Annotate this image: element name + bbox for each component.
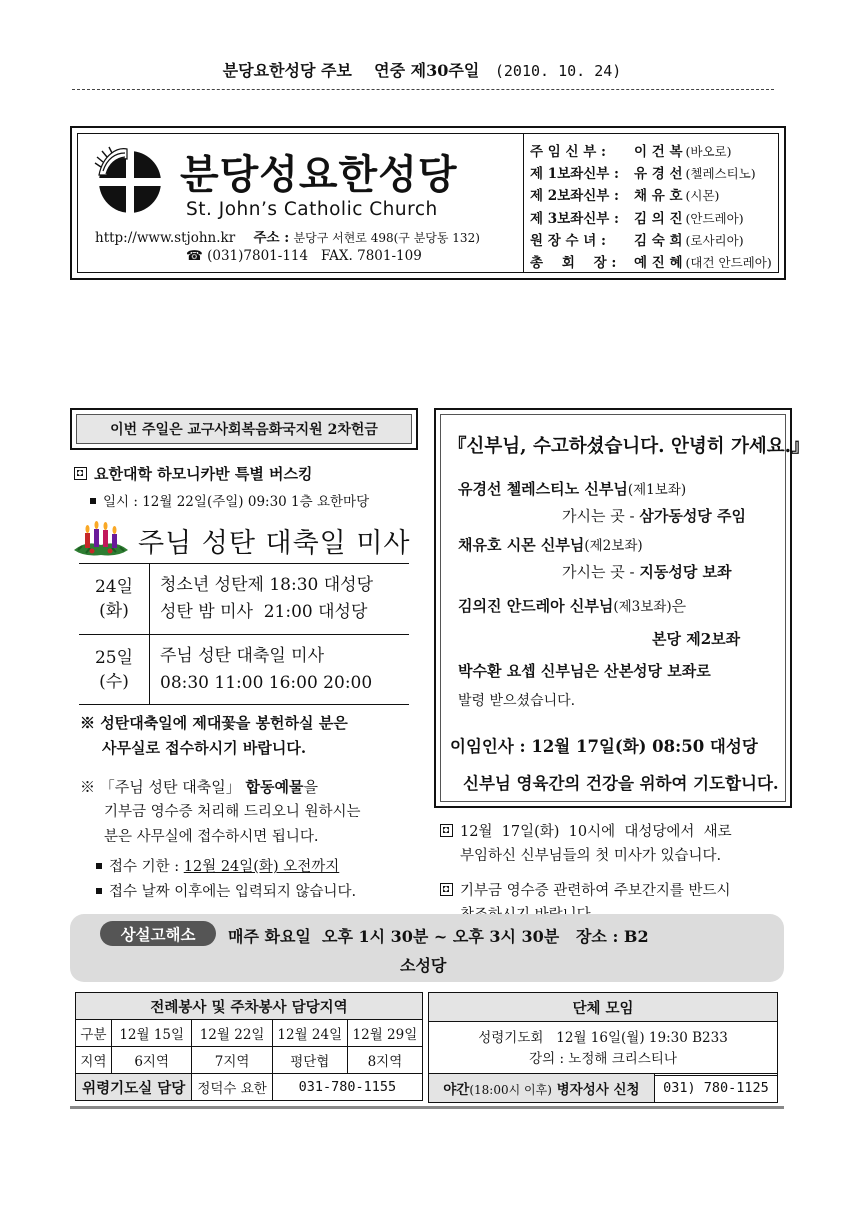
group-meeting-table — [428, 992, 778, 1076]
address-value: 분당구 서현로 498(구 분당동 132) — [293, 231, 480, 245]
advent-candle-wreath-icon — [72, 520, 130, 558]
farewell-mass-time: 이임인사 : 12월 17일(화) 08:50 대성당 — [450, 737, 758, 756]
priest-transfer-1: 유경선 첼레스티노 신부님(제1보좌) — [458, 480, 687, 498]
square-bullet-icon — [440, 883, 453, 896]
priest-transfer-4: 박수환 요셉 신부님은 산본성당 보좌로 — [458, 662, 711, 680]
bulletin-title: 분당요한성당 주보 연중 제30주일 — [222, 61, 480, 80]
website-link[interactable]: http://www.stjohn.kr — [95, 230, 236, 246]
confession-badge: 상설고해소 — [100, 921, 216, 946]
schedule-day: 25일 (수) — [79, 635, 150, 705]
clergy-row: 원 장 수 녀 : 김 숙 희 (로사리아) — [530, 232, 744, 249]
website-address-line — [95, 226, 480, 246]
farewell-title: 『신부님, 수고하셨습니다. 안녕히 가세요.』 — [448, 436, 810, 457]
bulletin-date: (2010. 10. 24) — [494, 62, 622, 80]
square-bullet-icon — [74, 467, 87, 480]
concert-detail — [90, 490, 369, 510]
offering-notice: 이번 주일은 교구사회복음화국지원 2차헌금 — [76, 414, 412, 444]
concert-detail-text: 일시 : 12월 22일(주일) 09:30 1층 요한마당 — [103, 494, 370, 510]
christmas-mass-schedule — [79, 563, 409, 705]
farewell-prayer: 신부님 영육간의 건강을 위하여 기도합니다. — [463, 774, 779, 793]
phone-fax-line: ☎ (031)7801-114 FAX. 7801-109 — [186, 248, 422, 264]
service-date-row: 구분 12월 15일 12월 22일 12월 24일 12월 29일 — [76, 1020, 423, 1047]
header-rule — [72, 89, 774, 90]
christmas-mass-title: 주님 성탄 대축일 미사 — [138, 528, 411, 559]
clergy-row: 제 2보좌신부 : 채 유 호 (시몬) — [530, 188, 720, 205]
new-priest-mass-note: 12월 17일(화) 10시에 대성당에서 새로 부임하신 신부님들의 첫 미사가 있습니다. — [440, 820, 786, 868]
joint-offering-note: ※ 「주님 성탄 대축일」 합동예물을 기부금 영수증 처리해 드리오니 원하시는 분은 사무실에 접수하시면 됩니다. — [80, 778, 361, 845]
anointing-label: 야간(18:00시 이후) 병자성사 신청 — [429, 1074, 655, 1103]
schedule-times: 주님 성탄 대축일 미사 08:30 11:00 16:00 20:00 — [150, 635, 410, 705]
small-square-bullet-icon — [90, 498, 96, 504]
altar-flower-note: ※ 성탄대축일에 제대꽃을 봉헌하실 분은 사무실로 접수하시기 바랍니다. — [80, 714, 348, 757]
clergy-row: 제 3보좌신부 : 김 의 진 (안드레아) — [530, 210, 744, 227]
group-table-title: 단체 모임 — [429, 993, 778, 1022]
small-square-bullet-icon — [96, 863, 102, 869]
donation-receipt-note: 기부금 영수증 관련하여 주보간지를 반드시 — [440, 879, 786, 927]
service-table-title: 전례봉사 및 주차봉사 담당지역 — [76, 993, 423, 1020]
clergy-row: 총 회 장 : 예 진 혜 (대건 안드레아) — [530, 255, 772, 272]
deadline-item: 접수 기한 : 12월 24일(화) 오전까지 — [96, 855, 339, 876]
concert-title: 요한대학 하모니카반 특별 버스킹 — [94, 465, 313, 483]
priest-destination-2: 가시는 곳 - 지동성당 보좌 — [562, 563, 732, 581]
group-meeting-detail: 성령기도회 12월 16일(월) 19:30 B233 강의 : 노정해 크리스티나 — [429, 1022, 778, 1076]
priest-destination-1: 가시는 곳 - 삼가동성당 주임 — [562, 507, 746, 525]
clergy-list — [530, 141, 772, 274]
church-logo-icon — [93, 145, 163, 215]
priest-transfer-4-sub: 발령 받으셨습니다. — [458, 693, 576, 709]
address-label: 주소 : — [253, 230, 290, 246]
church-name-english: St. John’s Catholic Church — [186, 199, 438, 220]
square-bullet-icon — [440, 824, 453, 837]
anointing-phone: 031) 780-1125 — [654, 1074, 777, 1103]
church-name-korean: 분당성요한성당 — [180, 152, 458, 198]
clergy-row: 제 1보좌신부 : 유 경 선 (첼레스티노) — [530, 166, 756, 183]
clergy-row: 주 임 신 부 : 이 건 복 (바오로) — [530, 144, 732, 160]
confession-schedule: 매주 화요일 오후 1시 30분 ~ 오후 3시 30분 장소 : B2 — [228, 927, 649, 946]
deadline-note-item: 접수 날짜 이후에는 입력되지 않습니다. — [96, 880, 356, 901]
schedule-times: 청소년 성탄제 18:30 대성당 성탄 밤 미사 21:00 대성당 — [150, 564, 410, 635]
small-square-bullet-icon — [96, 888, 102, 894]
service-area-row: 지역 6지역 7지역 평단협 8지역 — [76, 1047, 423, 1074]
priest-transfer-2: 채유호 시몬 신부님(제2보좌) — [458, 536, 643, 554]
funeral-prayer-row: 위령기도실 담당 정덕수 요한 031-780-1155 — [76, 1074, 423, 1101]
confession-location: 소성당 — [400, 956, 447, 975]
masthead-divider — [523, 133, 524, 273]
schedule-row — [79, 635, 409, 705]
liturgy-service-table — [75, 992, 423, 1101]
schedule-day: 24일 (화) — [79, 564, 150, 635]
running-header — [72, 58, 772, 81]
concert-heading — [74, 463, 313, 484]
priest-transfer-3: 김의진 안드레아 신부님(제3보좌)은 — [458, 597, 687, 615]
priest-destination-3: 본당 제2보좌 — [652, 630, 741, 648]
anointing-request-table — [428, 1073, 778, 1103]
schedule-row — [79, 564, 409, 635]
